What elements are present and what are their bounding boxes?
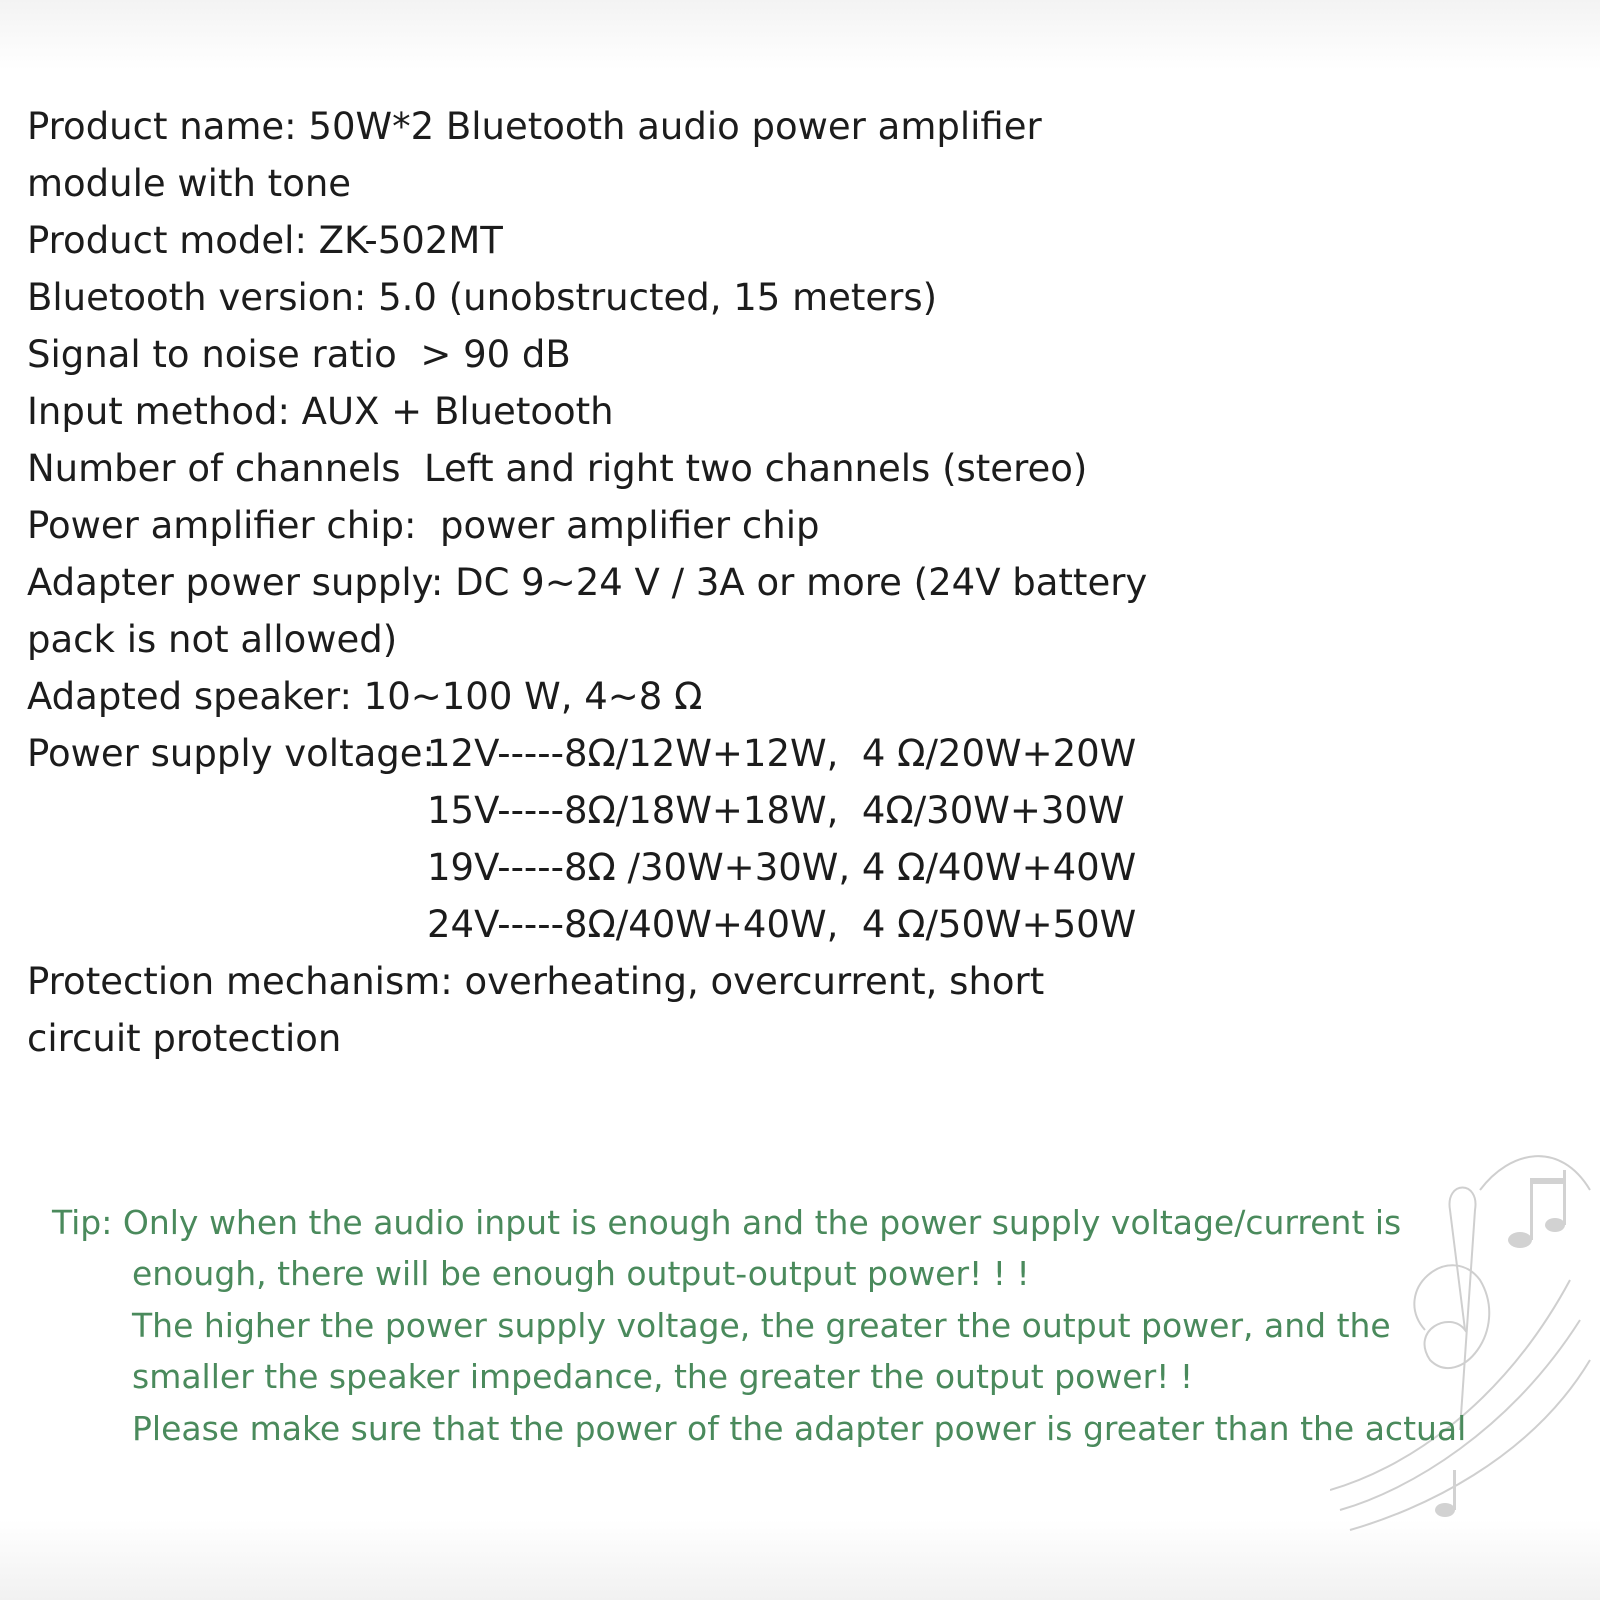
spec-bluetooth-version: Bluetooth version: 5.0 (unobstructed, 15 meters)	[27, 276, 938, 319]
tip-line-4: smaller the speaker impedance, the greater the output power! !	[132, 1357, 1194, 1396]
spec-product-name-line-2: module with tone	[27, 162, 352, 205]
spec-protection-line-1: Protection mechanism: overheating, overcurrent, short	[27, 960, 1045, 1003]
spec-adapter-line-2: pack is not allowed)	[27, 618, 398, 661]
spec-input-method: Input method: AUX + Bluetooth	[27, 390, 614, 433]
spec-adapter-line-1: Adapter power supply: DC 9~24 V / 3A or more (24V battery	[27, 561, 1148, 604]
tip-line-5: Please make sure that the power of the adapter power is greater than the actual	[132, 1409, 1467, 1448]
spec-voltage-row: 24V-----8Ω/40W+40W, 4 Ω/50W+50W	[427, 903, 1137, 946]
tip-line-3: The higher the power supply voltage, the greater the output power, and the	[132, 1306, 1391, 1345]
spec-voltage-row: 19V-----8Ω /30W+30W, 4 Ω/40W+40W	[427, 846, 1137, 889]
tip-line-1: Tip: Only when the audio input is enough and the power supply voltage/current is	[52, 1203, 1402, 1242]
spec-signal-to-noise: Signal to noise ratio > 90 dB	[27, 333, 571, 376]
spec-product-model: Product model: ZK-502MT	[27, 219, 503, 262]
spec-voltage-row: 12V-----8Ω/12W+12W, 4 Ω/20W+20W	[427, 732, 1137, 775]
tip-line-2: enough, there will be enough output-output power! ! !	[132, 1254, 1030, 1293]
spec-product-name-line-1: Product name: 50W*2 Bluetooth audio power amplifier	[27, 105, 1042, 148]
spec-voltage-label: Power supply voltage:	[27, 732, 447, 775]
spec-amplifier-chip: Power amplifier chip: power amplifier chip	[27, 504, 820, 547]
spec-adapted-speaker: Adapted speaker: 10~100 W, 4~8 Ω	[27, 675, 703, 718]
spec-protection-line-2: circuit protection	[27, 1017, 342, 1060]
spec-voltage-row: 15V-----8Ω/18W+18W, 4Ω/30W+30W	[427, 789, 1125, 832]
top-fade	[0, 0, 1600, 70]
spec-channels: Number of channels Left and right two channels (stereo)	[27, 447, 1088, 490]
